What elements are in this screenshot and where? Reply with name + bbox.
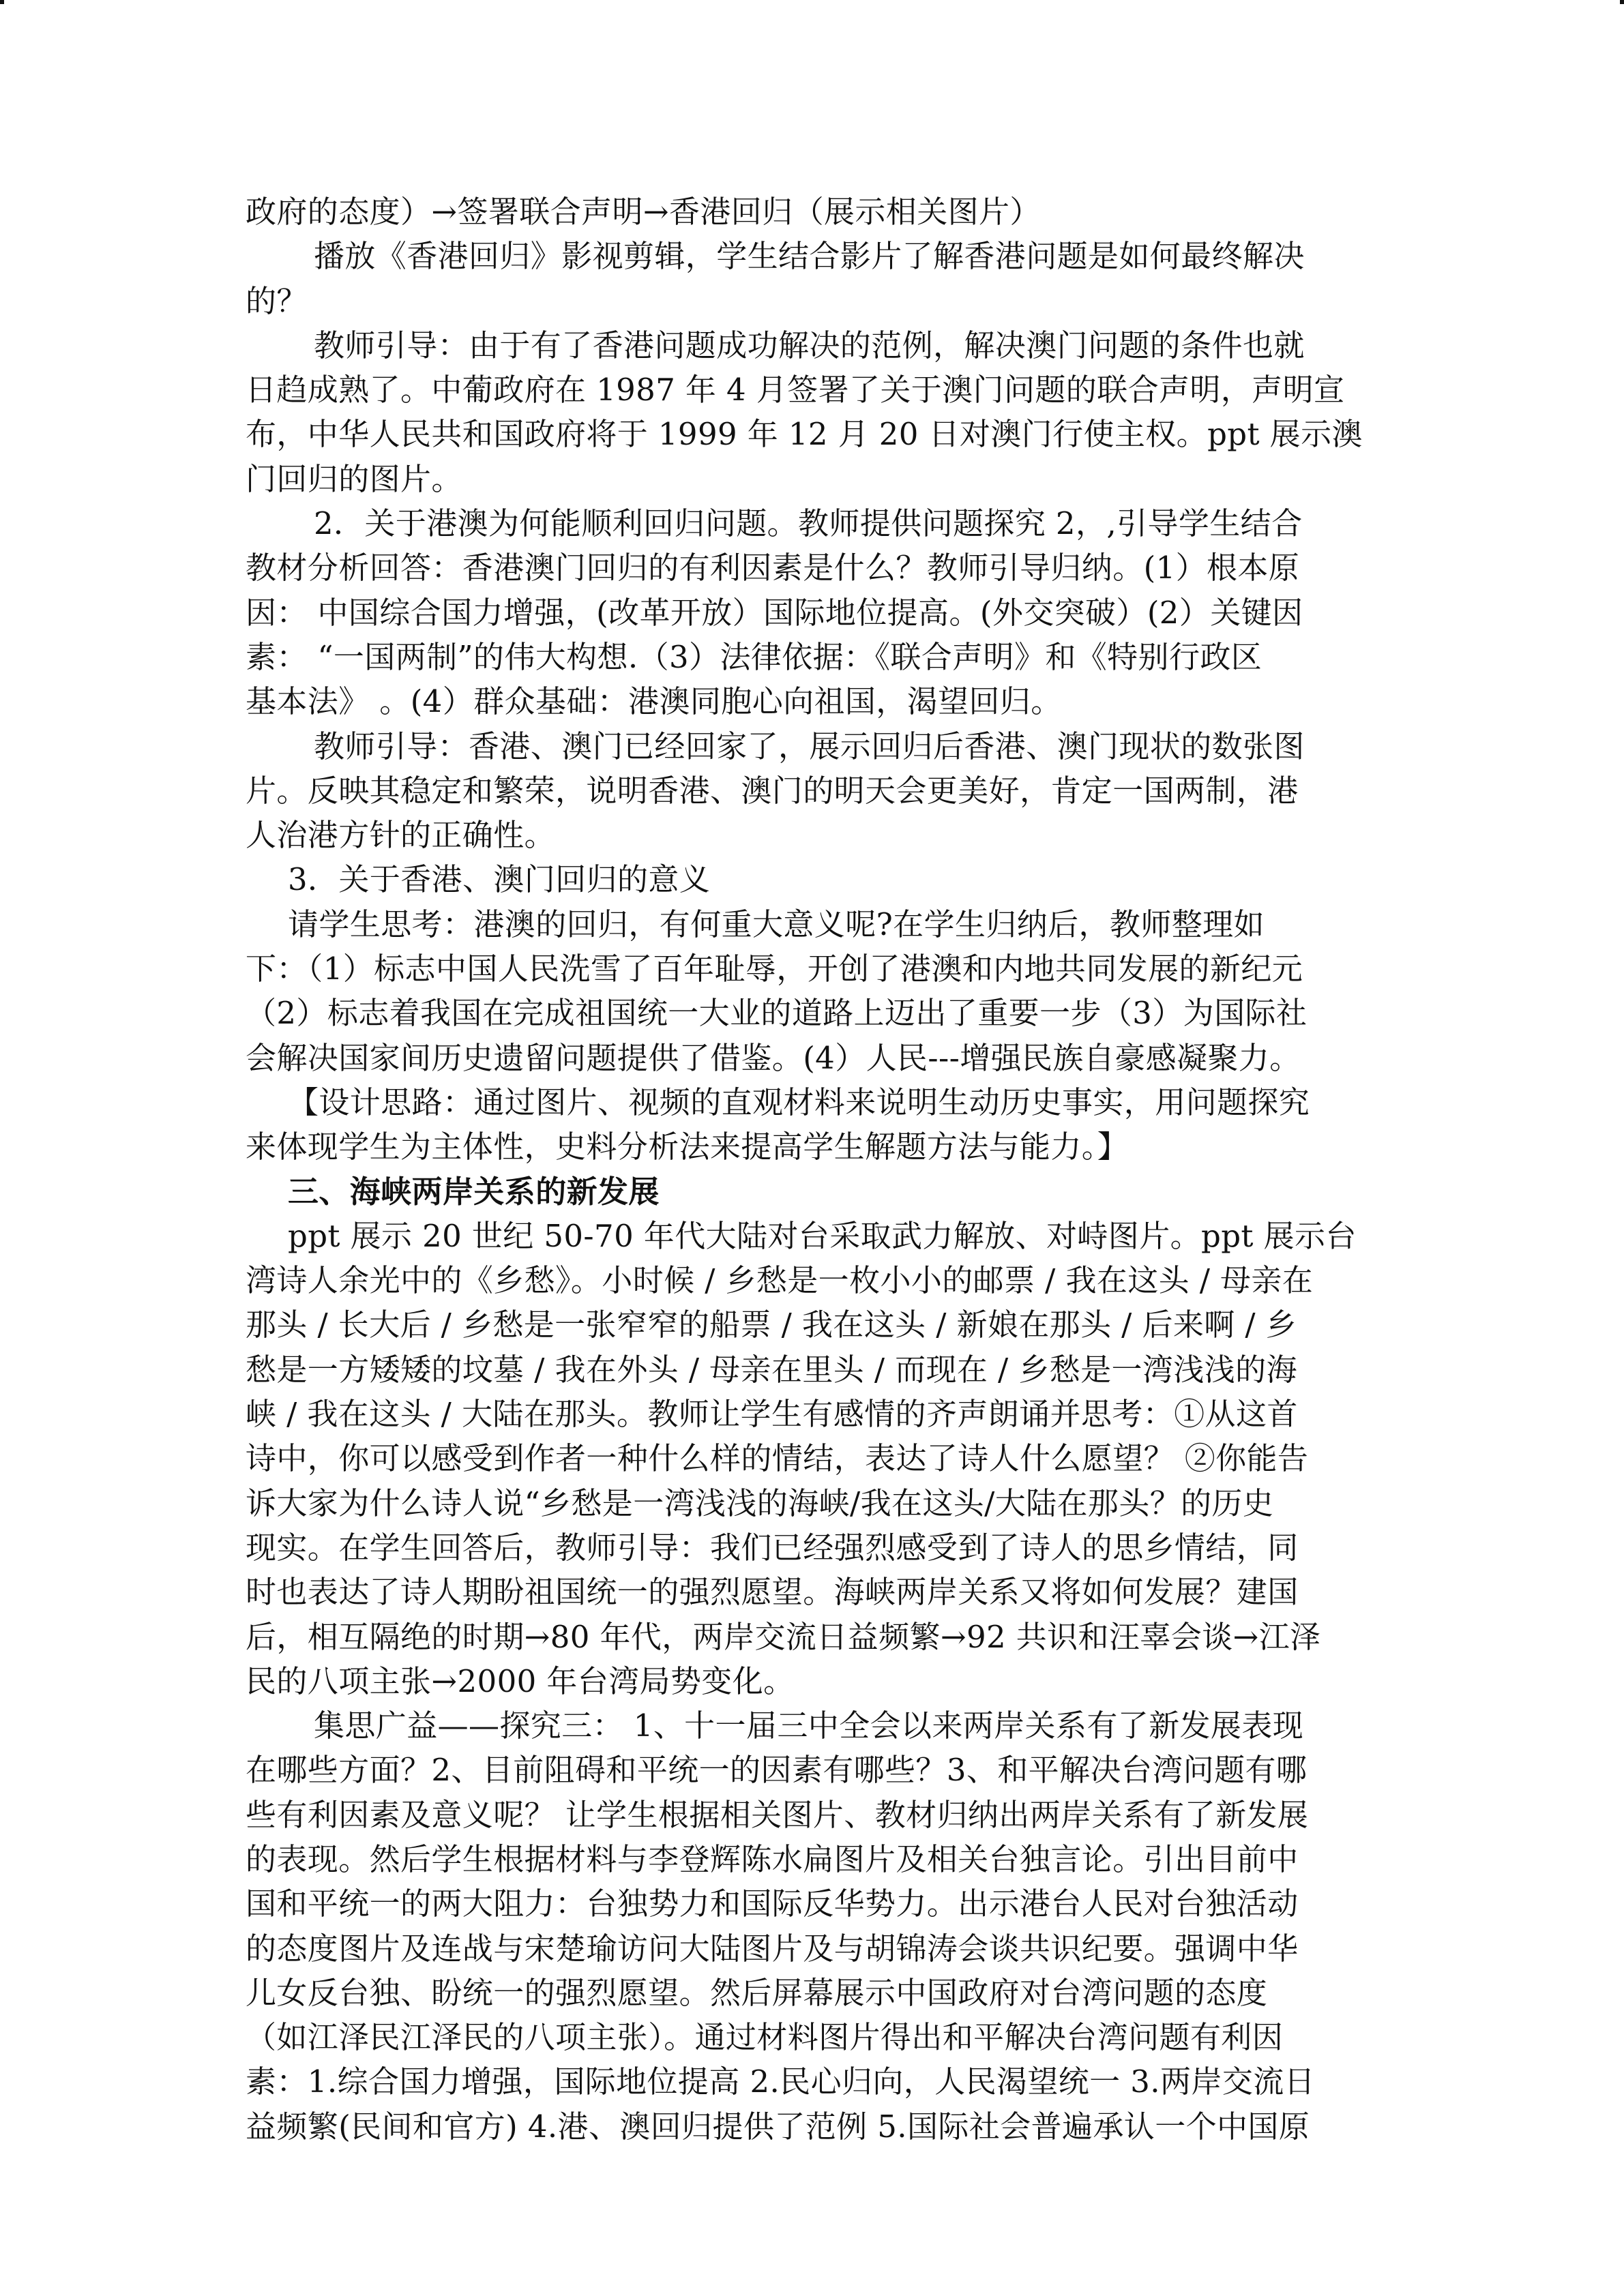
text-line: 因： 中国综合国力增强，(改革开放）国际地位提高。(外交突破）(2）关键因 (246, 594, 1303, 631)
text-line: 民的八项主张→2000 年台湾局势变化。 (246, 1663, 795, 1699)
text-line: （如江泽民江泽民的八项主张）。通过材料图片得出和平解决台湾问题有利因 (246, 2019, 1284, 2056)
text-line: 片。反映其稳定和繁荣，说明香港、澳门的明天会更美好，肯定一国两制，港 (246, 772, 1299, 809)
text-line: 政府的态度）→签署联合声明→香港回归（展示相关图片） (246, 194, 1041, 230)
text-line: 素：1.综合国力增强，国际地位提高 2.民心归向，人民渴望统一 3.两岸交流日 (246, 2063, 1316, 2100)
text-line: 峡 / 我在这头 / 大陆在那头。教师让学生有感情的齐声朗诵并思考：①从这首 (246, 1396, 1298, 1433)
text-line: 在哪些方面？2、目前阻碍和平统一的因素有哪些？3、和平解决台湾问题有哪 (246, 1752, 1308, 1789)
text-line: 布，中华人民共和国政府将于 1999 年 12 月 20 日对澳门行使主权。ppt 展示澳 (246, 416, 1363, 453)
text-line: 的表现。然后学生根据材料与李登辉陈水扁图片及相关台独言论。引出目前中 (246, 1840, 1299, 1877)
text-line: 湾诗人余光中的《乡愁》。小时候 / 乡愁是一枚小小的邮票 / 我在这头 / 母亲在 (246, 1262, 1314, 1299)
design-note-line: 来体现学生为主体性，史料分析法来提高学生解题方法与能力。】 (246, 1129, 1129, 1165)
text-line: 愁是一方矮矮的坟墓 / 我在外头 / 母亲在里头 / 而现在 / 乡愁是一湾浅浅的海 (246, 1351, 1297, 1388)
text-line: 素： “一国两制”的伟大构想.（3）法律依据：《联合声明》和《特别行政区 (246, 638, 1263, 675)
paragraph-first-line: 2．关于港澳为何能顺利回归问题。教师提供问题探究 2，,引导学生结合 (314, 505, 1303, 542)
document-body (246, 190, 1378, 2149)
text-line: 时也表达了诗人期盼祖国统一的强烈愿望。海峡两岸关系又将如何发展？建国 (246, 1574, 1299, 1611)
page-corner-mark (0, 0, 4, 4)
paragraph-first-line: 教师引导：香港、澳门已经回家了，展示回归后香港、澳门现状的数张图 (314, 728, 1305, 764)
text-line: 后，相互隔绝的时期→80 年代，两岸交流日益频繁→92 共识和汪辜会谈→江泽 (246, 1618, 1321, 1655)
text-line: 门回归的图片。 (246, 460, 462, 497)
section-heading: 三、海峡两岸关系的新发展 (288, 1173, 660, 1210)
text-line: 的态度图片及连战与宋楚瑜访问大陆图片及与胡锦涛会谈共识纪要。强调中华 (246, 1930, 1299, 1967)
text-line: 教材分析回答：香港澳门回归的有利因素是什么？教师引导归纳。(1）根本原 (246, 550, 1300, 586)
text-line: 诗中，你可以感受到作者一种什么样的情结，表达了诗人什么愿望？ ②你能告 (246, 1440, 1309, 1477)
text-line: 日趋成熟了。中葡政府在 1987 年 4 月签署了关于澳门问题的联合声明，声明宣 (246, 372, 1345, 408)
paragraph-first-line: 播放《香港回归》影视剪辑，学生结合影片了解香港问题是如何最终解决 (314, 238, 1305, 275)
text-line: 基本法》 。(4）群众基础：港澳同胞心向祖国，渴望回归。 (246, 683, 1062, 720)
paragraph-first-line: 集思广益——探究三： 1、十一届三中全会以来两岸关系有了新发展表现 (314, 1708, 1304, 1744)
text-line: 那头 / 长大后 / 乡愁是一张窄窄的船票 / 我在这头 / 新娘在那头 / 后来啊 / 乡 (246, 1307, 1297, 1343)
paragraph-first-line: 请学生思考：港澳的回归，有何重大意义呢?在学生归纳后，教师整理如 (288, 906, 1265, 942)
text-line: 人治港方针的正确性。 (246, 817, 556, 854)
page-corner-mark (1620, 0, 1624, 4)
text-line: 益频繁(民间和官方) 4.港、澳回归提供了范例 5.国际社会普遍承认一个中国原 (246, 2108, 1310, 2145)
text-line: 下：（1）标志中国人民洗雪了百年耻辱，开创了港澳和内地共同发展的新纪元 (246, 951, 1303, 987)
paragraph-first-line: ppt 展示 20 世纪 50-70 年代大陆对台采取武力解放、对峙图片。ppt 展示台 (288, 1217, 1357, 1254)
design-note-line: 【设计思路：通过图片、视频的直观材料来说明生动历史事实，用问题探究 (288, 1084, 1310, 1120)
text-line: 些有利因素及意义呢？ 让学生根据相关图片、教材归纳出两岸关系有了新发展 (246, 1796, 1309, 1833)
text-line: 会解决国家间历史遗留问题提供了借鉴。(4）人民---增强民族自豪感凝聚力。 (246, 1039, 1301, 1076)
text-line: 儿女反台独、盼统一的强烈愿望。然后屏幕展示中国政府对台湾问题的态度 (246, 1974, 1268, 2011)
paragraph-first-line: 教师引导：由于有了香港问题成功解决的范例，解决澳门问题的条件也就 (314, 327, 1305, 363)
text-line: （2）标志着我国在完成祖国统一大业的道路上迈出了重要一步（3）为国际社 (246, 995, 1308, 1032)
text-line: 国和平统一的两大阻力：台独势力和国际反华势力。出示港台人民对台独活动 (246, 1885, 1299, 1922)
text-line: 的？ (246, 282, 308, 319)
text-line: 现实。在学生回答后，教师引导：我们已经强烈感受到了诗人的思乡情结，同 (246, 1529, 1299, 1566)
text-line: 诉大家为什么诗人说“乡愁是一湾浅浅的海峡/我在这头/大陆在那头？的历史 (246, 1485, 1274, 1521)
paragraph-first-line: 3．关于香港、澳门回归的意义 (288, 861, 711, 898)
